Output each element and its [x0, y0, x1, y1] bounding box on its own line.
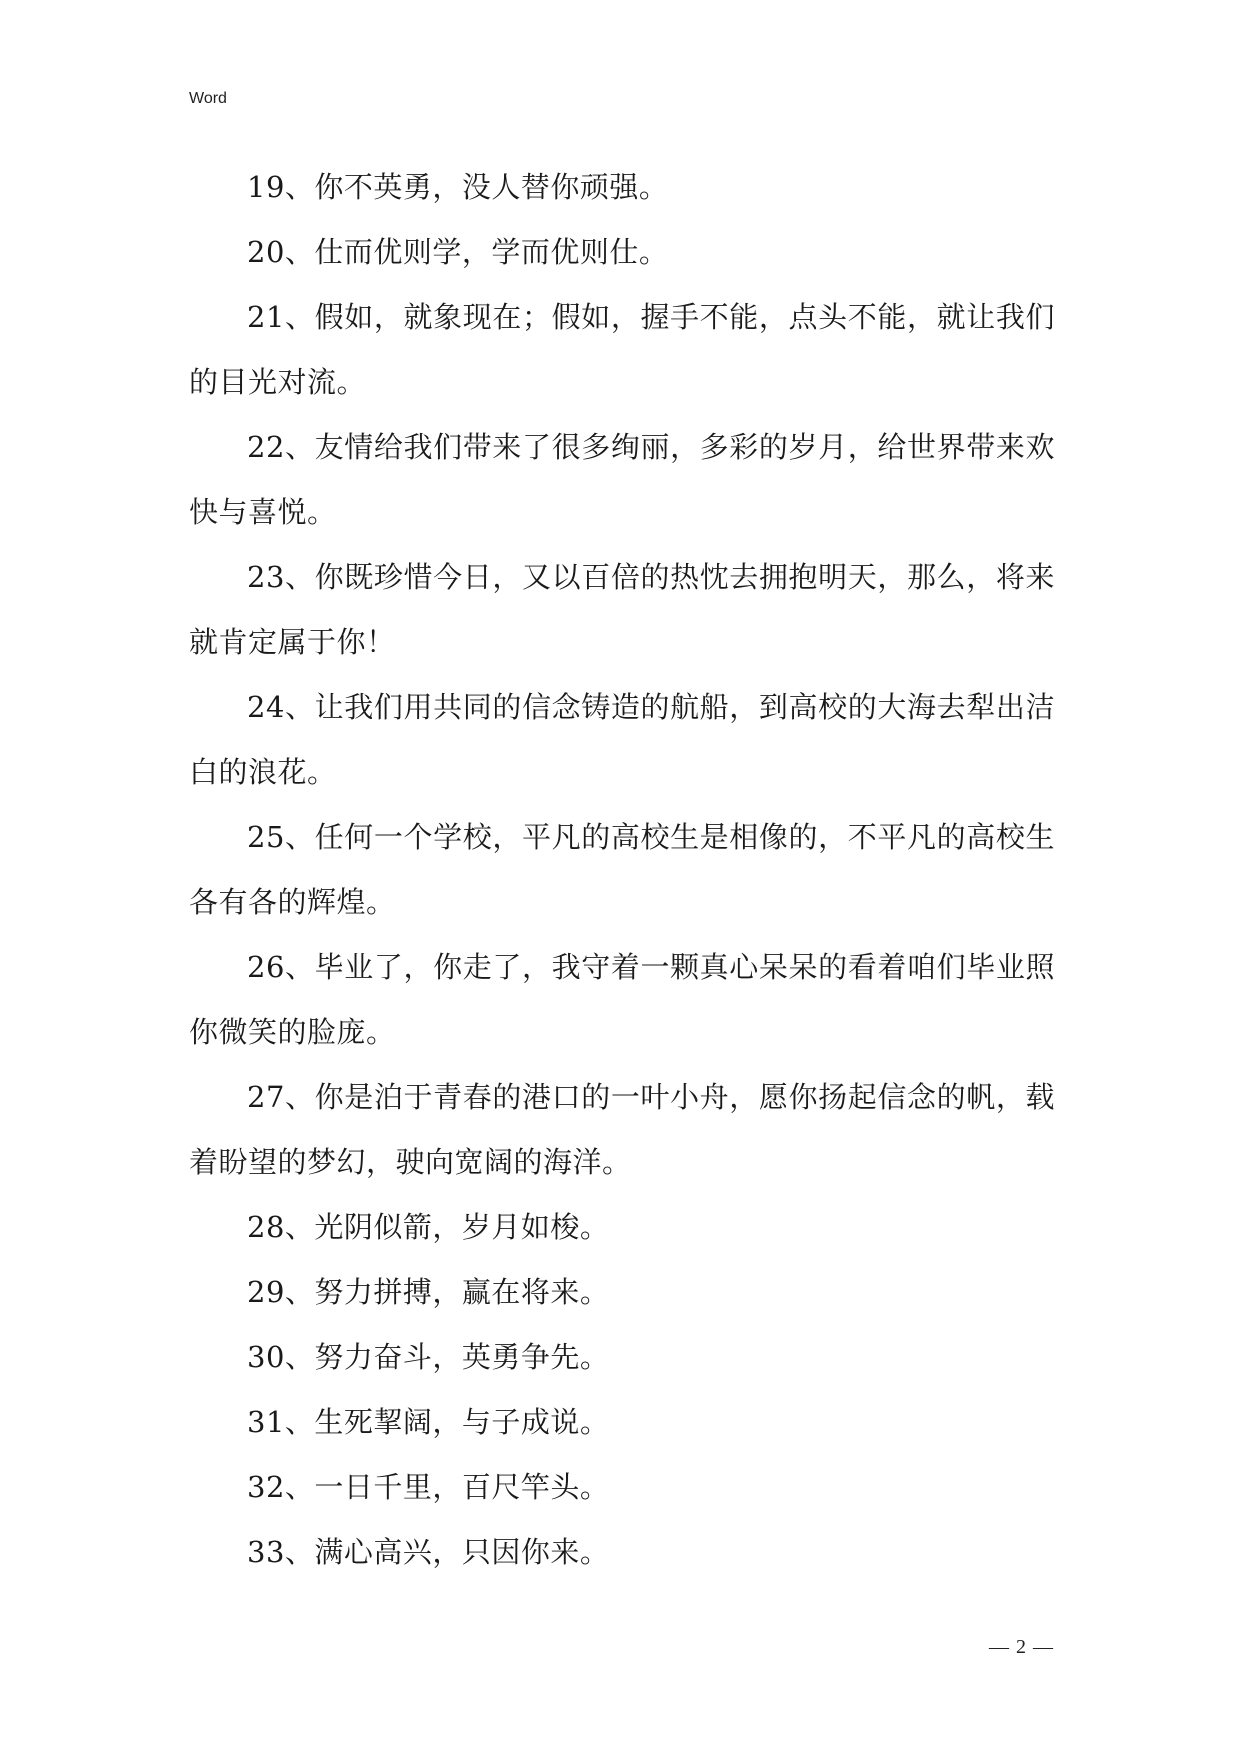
paragraph: 24、让我们用共同的信念铸造的航船，到高校的大海去犁出洁白的浪花。 [189, 690, 1055, 789]
paragraph: 28、光阴似箭，岁月如梭。 [247, 1210, 610, 1244]
paragraph: 33、满心高兴，只因你来。 [247, 1535, 610, 1569]
paragraph: 20、仕而优则学，学而优则仕。 [247, 235, 669, 269]
paragraph: 27、你是泊于青春的港口的一叶小舟，愿你扬起信念的帆，载着盼望的梦幻，驶向宽阔的海洋。 [189, 1080, 1055, 1179]
paragraph: 25、任何一个学校，平凡的高校生是相像的，不平凡的高校生各有各的辉煌。 [189, 820, 1055, 919]
paragraph: 31、生死挈阔，与子成说。 [247, 1405, 610, 1439]
page-number: — 2 — [989, 1636, 1054, 1658]
paragraph: 21、假如，就象现在；假如，握手不能，点头不能，就让我们的目光对流。 [189, 300, 1055, 399]
paragraph: 26、毕业了，你走了，我守着一颗真心呆呆的看着咱们毕业照你微笑的脸庞。 [189, 950, 1055, 1049]
paragraph: 23、你既珍惜今日，又以百倍的热忱去拥抱明天，那么，将来就肯定属于你！ [189, 560, 1055, 659]
document-body [189, 155, 1055, 1585]
paragraph: 29、努力拼搏，赢在将来。 [247, 1275, 610, 1309]
header-label: Word [189, 90, 227, 107]
paragraph: 22、友情给我们带来了很多绚丽，多彩的岁月，给世界带来欢快与喜悦。 [189, 430, 1055, 529]
paragraph: 32、一日千里，百尺竿头。 [247, 1470, 610, 1504]
paragraph: 30、努力奋斗，英勇争先。 [247, 1340, 610, 1374]
paragraph: 19、你不英勇，没人替你顽强。 [247, 170, 669, 204]
